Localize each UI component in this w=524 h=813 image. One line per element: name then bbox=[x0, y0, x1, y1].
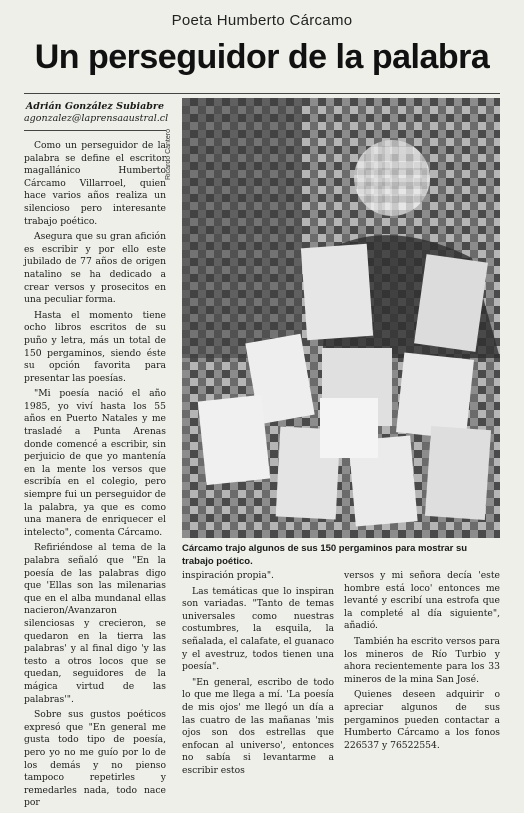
headline: Un perseguidor de la palabra bbox=[34, 38, 490, 76]
paragraph: También ha escrito versos para los mineros de Río Turbio y ahora recientemente para los 33 mineros de la mina San José. bbox=[344, 635, 500, 685]
byline-rule bbox=[24, 130, 166, 131]
paragraph: Hasta el momento tiene ocho libros escritos de su puño y letra, más un total de 150 pergaminos, siendo éste su opción favorita para presentar las poesías. bbox=[24, 309, 166, 384]
article-column-3 bbox=[344, 570, 500, 755]
section-kicker: Poeta Humberto Cárcamo bbox=[171, 12, 353, 29]
photo-illustration bbox=[182, 98, 500, 538]
article-column-1 bbox=[24, 140, 166, 813]
article-column-2 bbox=[182, 570, 334, 781]
photo-credit: Ricardo Cantero bbox=[165, 129, 172, 180]
paragraph: Refiriéndose al tema de la palabra señaló que "En la poesía de las palabras digo que 'Ellas son las milenarias que en el alba mundanal ellas nacieron/Avanzaron silenciosas y crecieron, se quedaron en la tierra las palabras' y al final digo 'y las testo a otros locos que se quedan, seguidores de la mágica virtud de las palabras'". bbox=[24, 542, 166, 705]
headline-rule bbox=[24, 93, 500, 94]
paragraph: Las temáticas que lo inspiran son variadas. "Tanto de temas universales como nuestras costumbres, la esquila, la señalada, el calafate, el guanaco y el avestruz, todos tienen una poesía". bbox=[182, 585, 334, 673]
byline-email: agonzalez@laprensaaustral.cl bbox=[24, 113, 169, 124]
article-photo bbox=[182, 98, 500, 538]
paragraph: Como un perseguidor de la palabra se define el escritor magallánico Humberto Cárcamo Villarroel, quien hace varios años realiza un silencioso pero interesante trabajo poético. bbox=[24, 140, 166, 227]
paragraph: "En general, escribo de todo lo que me llega a mí. 'La poesía de mis ojos' me llegó un día a las cuatro de las mañanas 'mis ojos son dos estrellas que enfocan al universo', entonces no sabía si levantarme a escribir estos bbox=[182, 676, 334, 776]
byline-author: Adrián González Subiabre bbox=[25, 101, 164, 112]
paragraph: Sobre sus gustos poéticos expresó que "En general me gusta todo tipo de poesía, pero yo no me guío por lo de los demás y no pienso tampoco repetirles y remedarles nada, todo nace por bbox=[24, 709, 166, 809]
paragraph: Asegura que su gran afición es escribir y por ello este jubilado de 77 años de origen natalino se ha dedicado a crear versos y prosecitos en una peculiar forma. bbox=[24, 231, 166, 306]
paragraph: versos y mi señora decía 'este hombre está loco' entonces me levanté y escribí una estrofa que la completé al día siguiente", añadió. bbox=[344, 570, 500, 632]
photo-caption: Cárcamo trajo algunos de sus 150 pergaminos para mostrar su trabajo poético. bbox=[182, 543, 468, 567]
paragraph: Quienes deseen adquirir o apreciar algunos de sus pergaminos pueden contactar a Humberto Cárcamo a los fonos 226537 y 76522554. bbox=[344, 689, 500, 751]
paragraph: "Mi poesía nació el año 1985, yo viví hasta los 55 años en Puerto Natales y me trasladé a Punta Arenas donde comencé a escribir, sin perjuicio de que yo mantenía en la mente los versos que escribía en el colegio, pero siempre fui un perseguidor de la palabra, ya que es como una manera de enriquecer el intelecto", comenta Cárcamo. bbox=[24, 388, 166, 538]
paragraph: inspiración propia". bbox=[182, 570, 274, 581]
byline bbox=[24, 101, 169, 125]
